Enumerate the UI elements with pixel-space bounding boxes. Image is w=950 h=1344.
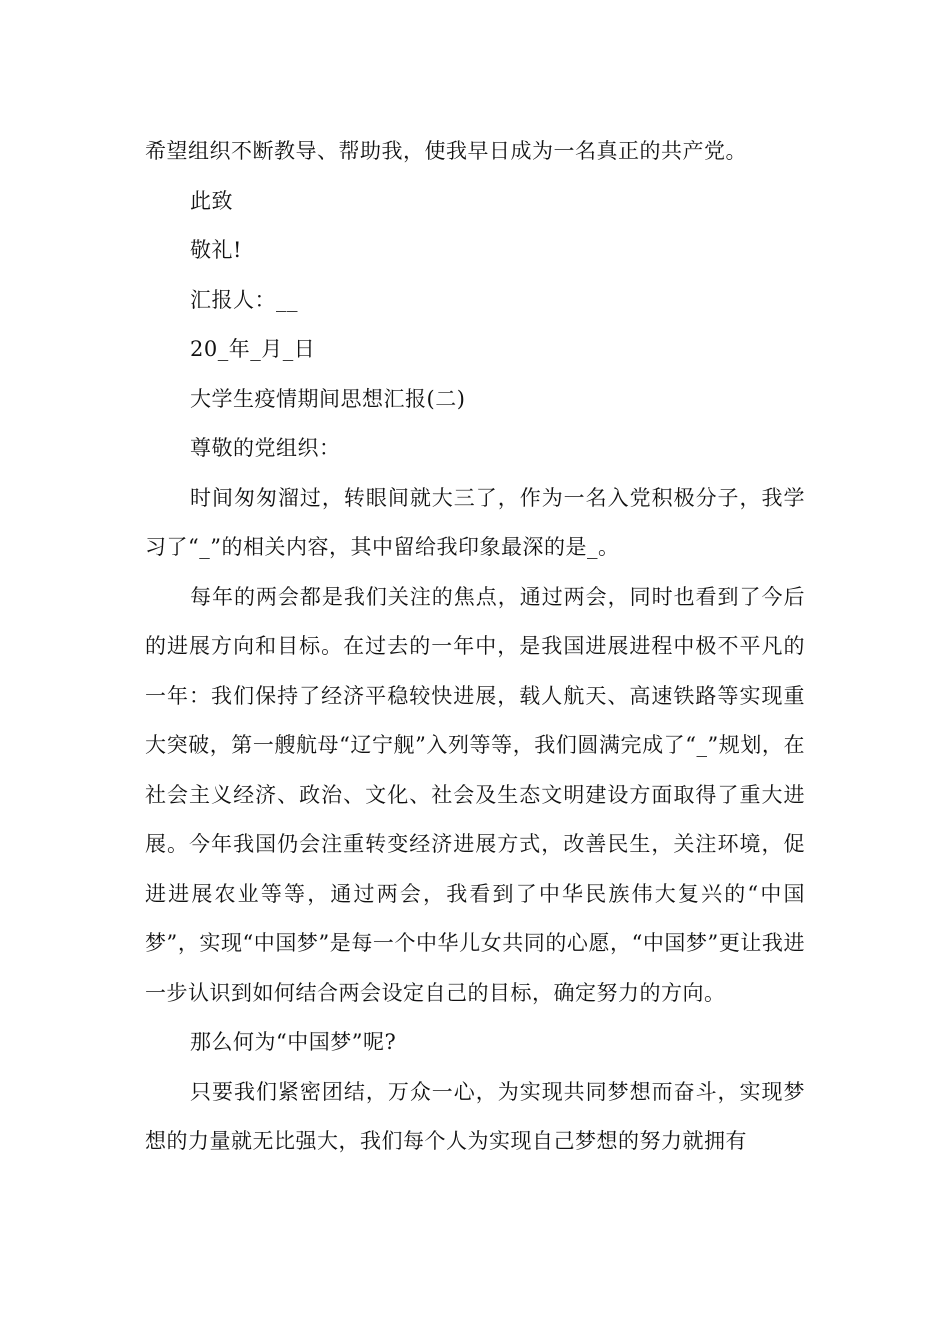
body-paragraph: 每年的两会都是我们关注的焦点，通过两会，同时也看到了今后的进展方向和目标。在过去的一年中，是我国进展进程中极不平凡的一年：我们保持了经济平稳较快进展，载人航天、高速铁路等实现重大突破，第一艘航母“辽宁舰”入列等等，我们圆满完成了“_”规划，在社会主义经济、政治、文化、社会及生态文明建设方面取得了重大进展。今年我国仍会注重转变经济进展方式，改善民生，关注环境，促进进展农业等等，通过两会，我看到了中华民族伟大复兴的“中国梦”，实现“中国梦”是每一个中华儿女共同的心愿，“中国梦”更让我进一步认识到如何结合两会设定自己的目标，确定努力的方向。 [145,584,805,1005]
closing-paragraph: 希望组织不断教导、帮助我，使我早日成为一名真正的共产党。 [145,139,747,163]
greeting-line: 尊敬的党组织： [190,436,341,460]
salutation-closing: 此致 [190,188,233,213]
salutation-respect: 敬礼! [190,238,242,262]
body-paragraph: 只要我们紧密团结，万众一心，为实现共同梦想而奋斗，实现梦想的力量就无比强大，我们每个人为实现自己梦想的努力就拥有 [145,1079,805,1153]
body-paragraph: 时间匆匆溜过，转眼间就大三了，作为一名入党积极分子，我学习了“_”的相关内容，其中留给我印象最深的是_。 [145,485,805,559]
date-line: 20_年_月_日 [190,337,316,361]
section-title: 大学生疫情期间思想汇报(二) [190,386,466,411]
document-body [145,127,805,1167]
reporter-line: 汇报人：__ [190,287,298,312]
question-line: 那么何为“中国梦”呢? [190,1030,397,1054]
